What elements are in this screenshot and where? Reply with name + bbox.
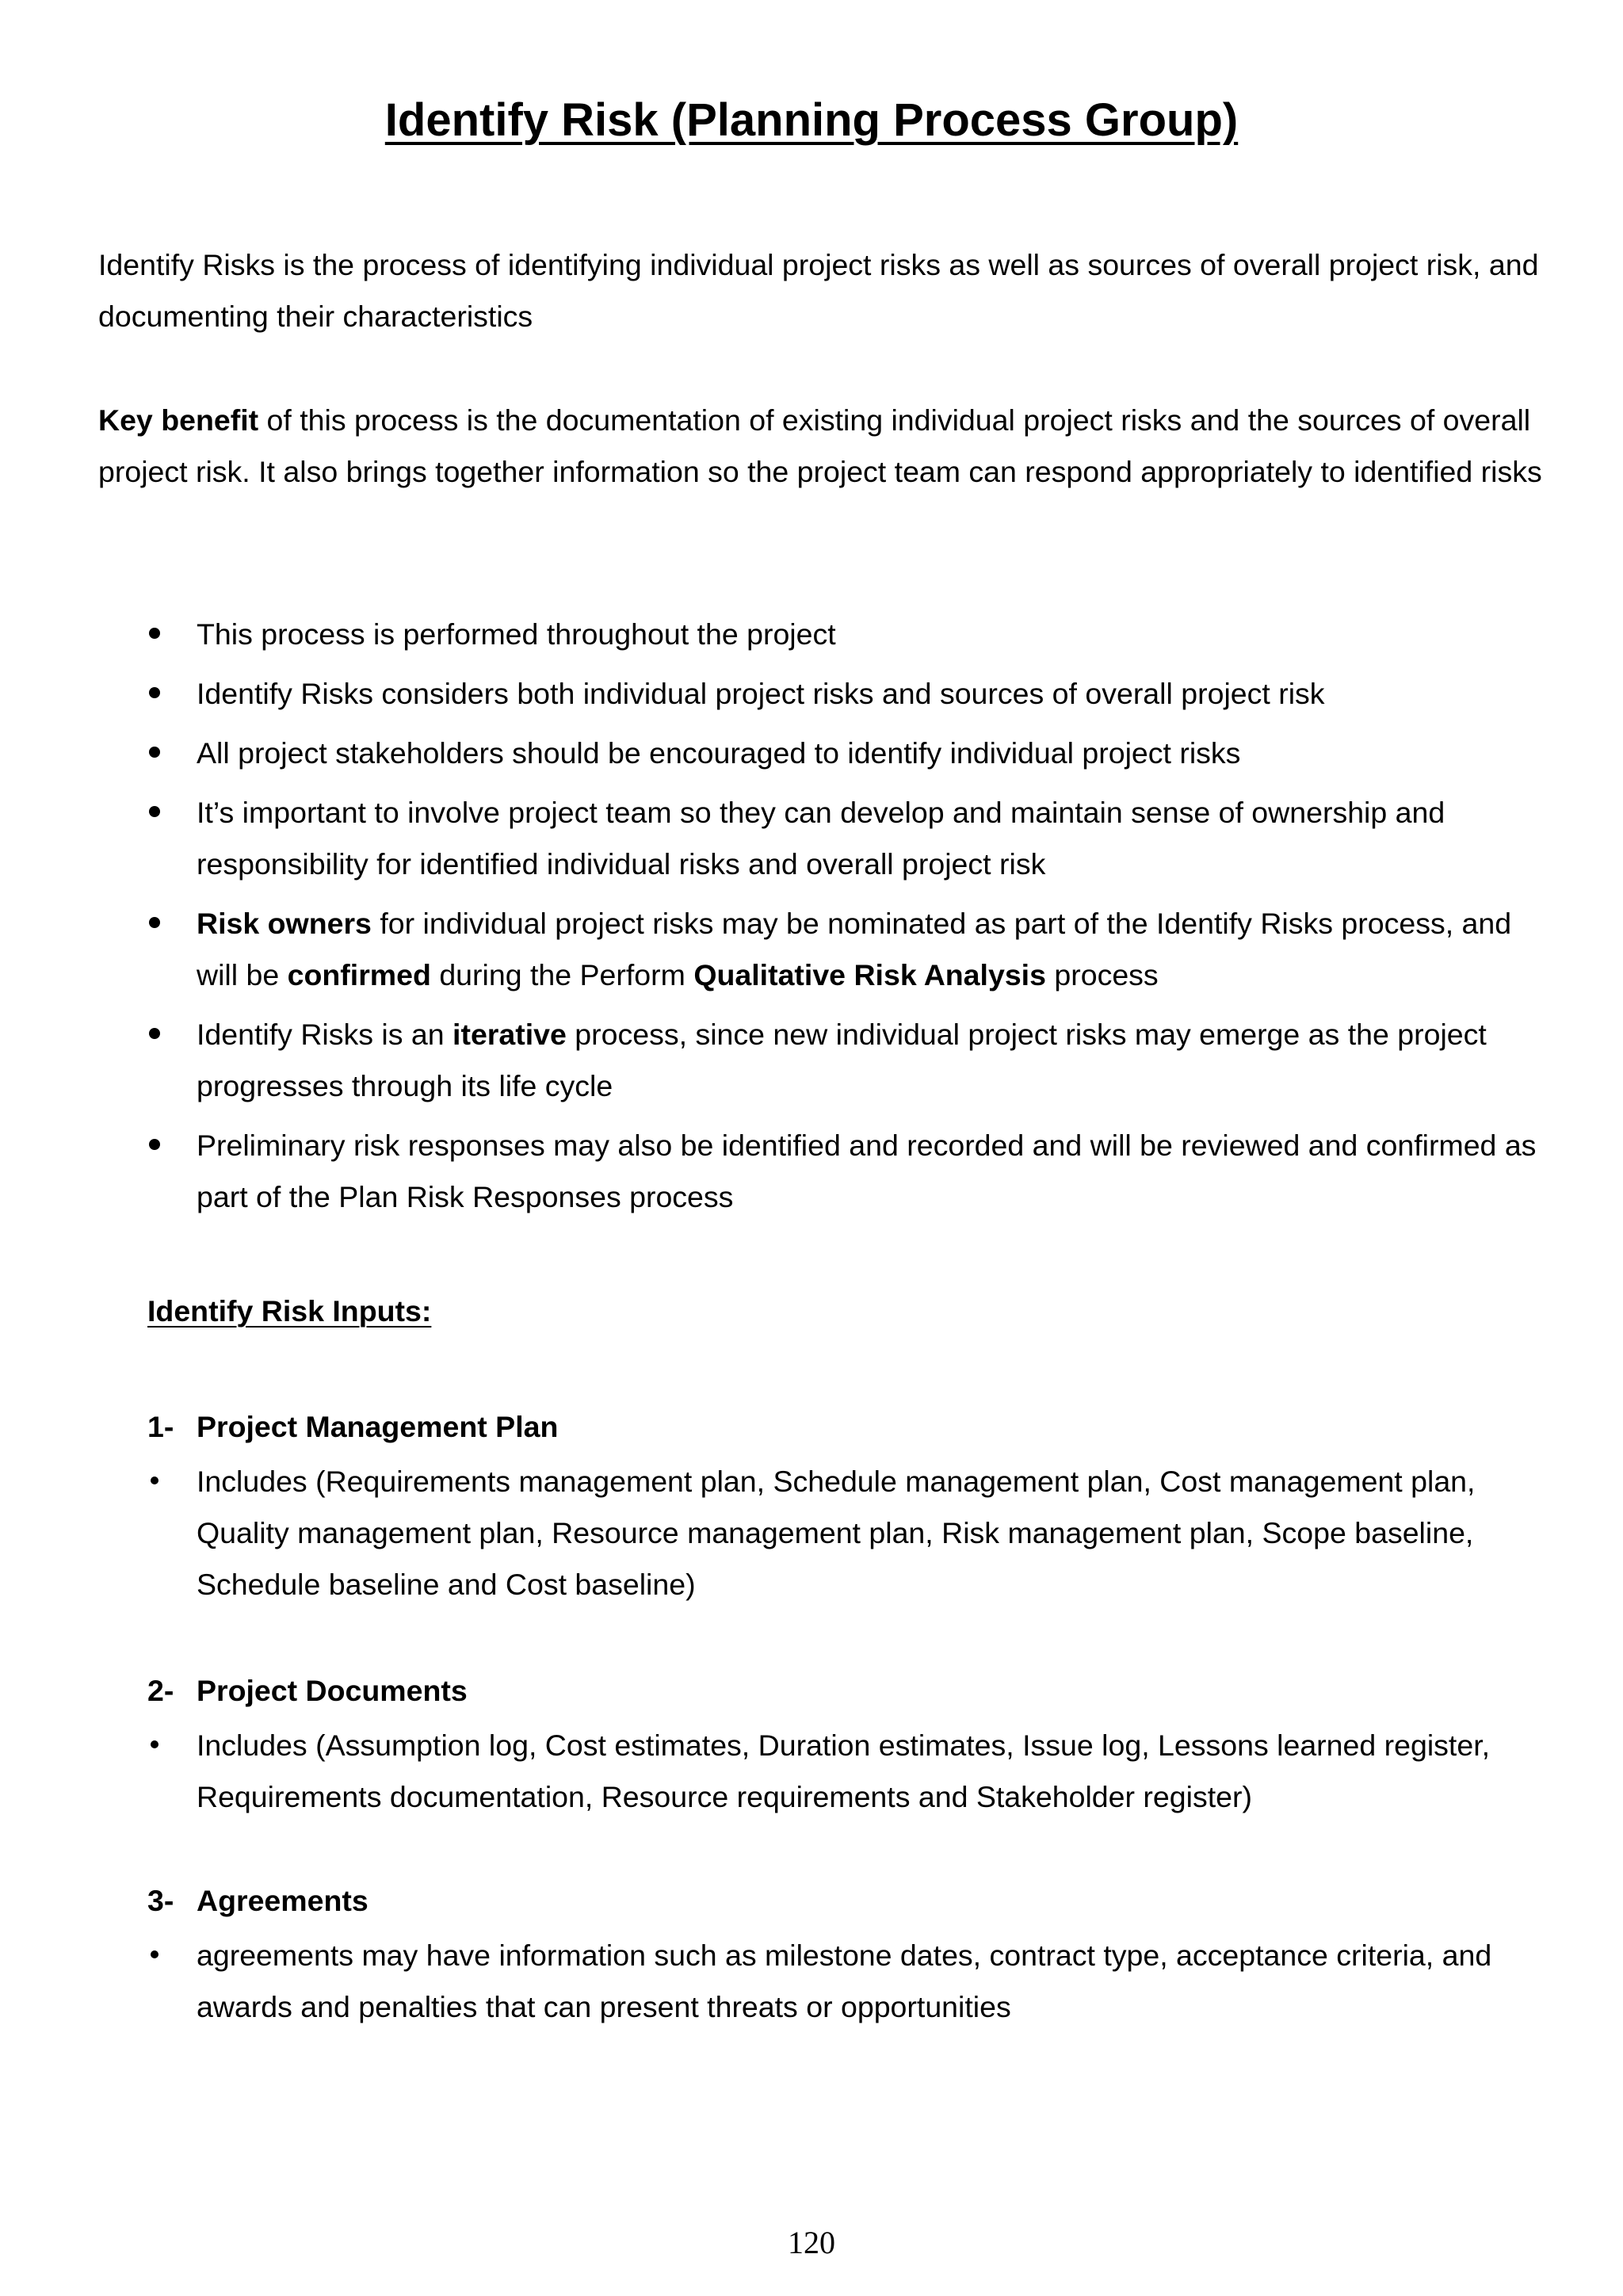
bullet-icon xyxy=(149,806,160,817)
page-number: 120 xyxy=(788,2225,835,2260)
input-description: agreements may have information such as milestone dates, contract type, acceptance criteria, and awards and penalties that can present threats or opportunities xyxy=(197,1939,1492,2023)
input-number: 1- xyxy=(147,1410,174,1443)
bullet-icon xyxy=(149,1028,160,1039)
list-item: Identify Risks considers both individual project risks and sources of overall project risk xyxy=(98,668,1549,720)
list-item: Preliminary risk responses may also be identified and recorded and will be reviewed and confirmed as part of the Plan Risk Responses process xyxy=(98,1120,1549,1223)
bullet-icon xyxy=(149,628,160,639)
list-item: It’s important to involve project team so they can develop and maintain sense of ownership and responsibility for identified individual risks and overall project risk xyxy=(98,787,1549,890)
input-project-documents xyxy=(147,1665,1549,1823)
input-number: 3- xyxy=(147,1884,174,1917)
intro-paragraph: Identify Risks is the process of identifying individual project risks as well as sources of overall project risk, and documenting their characteristics xyxy=(98,248,1539,333)
input-title: Project Management Plan xyxy=(197,1410,559,1443)
key-benefit-label: Key benefit xyxy=(98,403,259,437)
list-item: This process is performed throughout the project xyxy=(98,609,1549,660)
input-agreements xyxy=(147,1875,1549,2033)
process-bullet-list xyxy=(98,609,1549,1231)
bullet-icon xyxy=(149,687,160,698)
input-project-management-plan xyxy=(147,1401,1549,1610)
input-description: Includes (Assumption log, Cost estimates, Duration estimates, Issue log, Lessons learned register, Requirements documentation, Resource requirements and Stakeholder register) xyxy=(197,1729,1491,1813)
bullet-icon xyxy=(151,1740,158,1748)
list-item: Identify Risks is an iterative process, since new individual project risks may emerge as the project progresses through its life cycle xyxy=(98,1009,1549,1112)
bullet-icon xyxy=(149,917,160,928)
input-number: 2- xyxy=(147,1674,174,1707)
list-item: Risk owners for individual project risks may be nominated as part of the Identify Risks process, and will be confirmed during the Perform Qualitative Risk Analysis process xyxy=(98,898,1549,1001)
list-item: All project stakeholders should be encouraged to identify individual project risks xyxy=(98,728,1549,779)
bullet-icon xyxy=(149,1139,160,1150)
inputs-heading: Identify Risk Inputs: xyxy=(147,1294,432,1328)
key-benefit-text: of this process is the documentation of existing individual project risks and the sources of overall project risk. It also brings together information so the project team can respond appropriately to identified risks xyxy=(98,403,1542,488)
bullet-icon xyxy=(149,747,160,758)
bullet-icon xyxy=(151,1477,158,1484)
input-description: Includes (Requirements management plan, Schedule management plan, Cost management plan, Quality management plan, Resource management plan, Risk management plan, Scope baseline, Schedule baseline and Cost baseline) xyxy=(197,1465,1476,1601)
input-title: Agreements xyxy=(197,1884,369,1917)
input-title: Project Documents xyxy=(197,1674,468,1707)
key-benefit-paragraph xyxy=(98,395,1549,498)
bullet-icon xyxy=(151,1950,158,1958)
page-title: Identify Risk (Planning Process Group) xyxy=(384,94,1239,146)
